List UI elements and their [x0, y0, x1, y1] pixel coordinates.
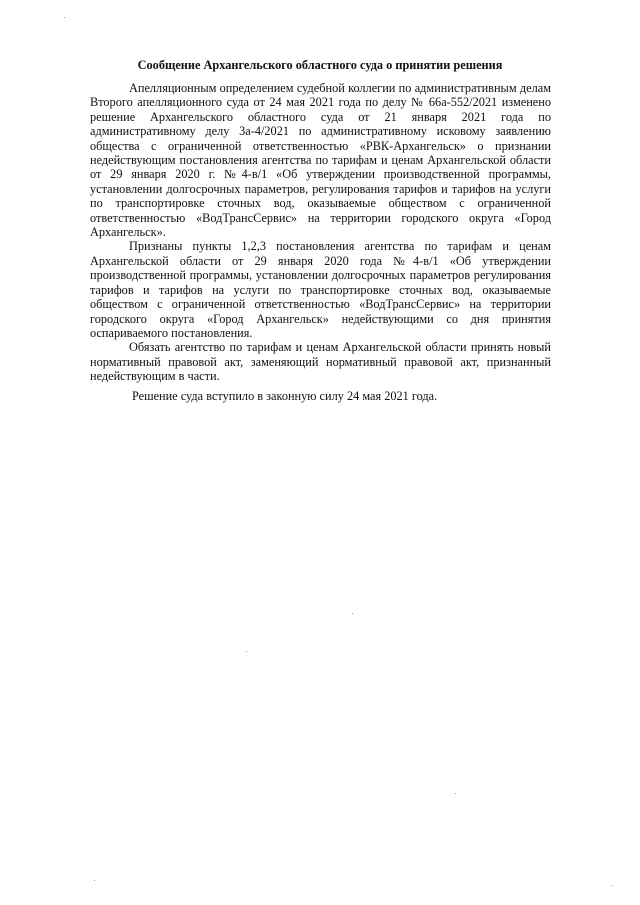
scan-speck	[94, 880, 95, 881]
document-title: Сообщение Архангельского областного суда о принятии решения	[137, 58, 503, 72]
scan-speck	[612, 885, 613, 886]
paragraph-points-invalid: Признаны пункты 1,2,3 постановления агентства по тарифам и ценам Архангельской области от 29 января 2020 года №4-в/1 «Об утверждении производственной программы, установлении долгосрочных параметров регулирования тарифов и тарифов на услуги по транспортировке сточных вод, оказываемые обществом с ограниченной ответственностью «ВодТрансСервис» на территории городского округа «Город Архангельск» недействующими со дня принятия оспариваемого постановления.	[90, 239, 551, 340]
document-body	[90, 81, 551, 403]
paragraph-obligation: Обязать агентство по тарифам и ценам Архангельской области принять новый нормативный правовой акт, заменяющий нормативный правовой акт, признанный недействующим в части.	[90, 340, 551, 384]
scan-speck	[455, 793, 456, 794]
scan-speck	[246, 651, 247, 652]
paragraph-appeal-ruling: Апелляционным определением судебной коллегии по административным делам Второго апелляционного суда от 24 мая 2021 года по делу № 66а-552/2021 изменено решение Архангельского областного суда от 21 января 2021 года по административному делу 3а-4/2021 по административному исковому заявлению общества с ограниченной ответственностью «РВК-Архангельск» о признании недействующим постановления агентства по тарифам и ценам Архангельской области от 29 января 2020 г. №4-в/1 «Об утверждении производственной программы, установлении долгосрочных параметров, регулирования тарифов и тарифов на услуги по транспортировке сточных вод, оказываемые обществом с ограниченной ответственностью «ВодТрансСервис» на территории городского округа «Город Архангельск».	[90, 81, 551, 240]
paragraph-entry-into-force: Решение суда вступило в законную силу 24 мая 2021 года.	[132, 388, 438, 403]
scan-speck	[352, 613, 353, 614]
scan-speck	[64, 17, 65, 18]
